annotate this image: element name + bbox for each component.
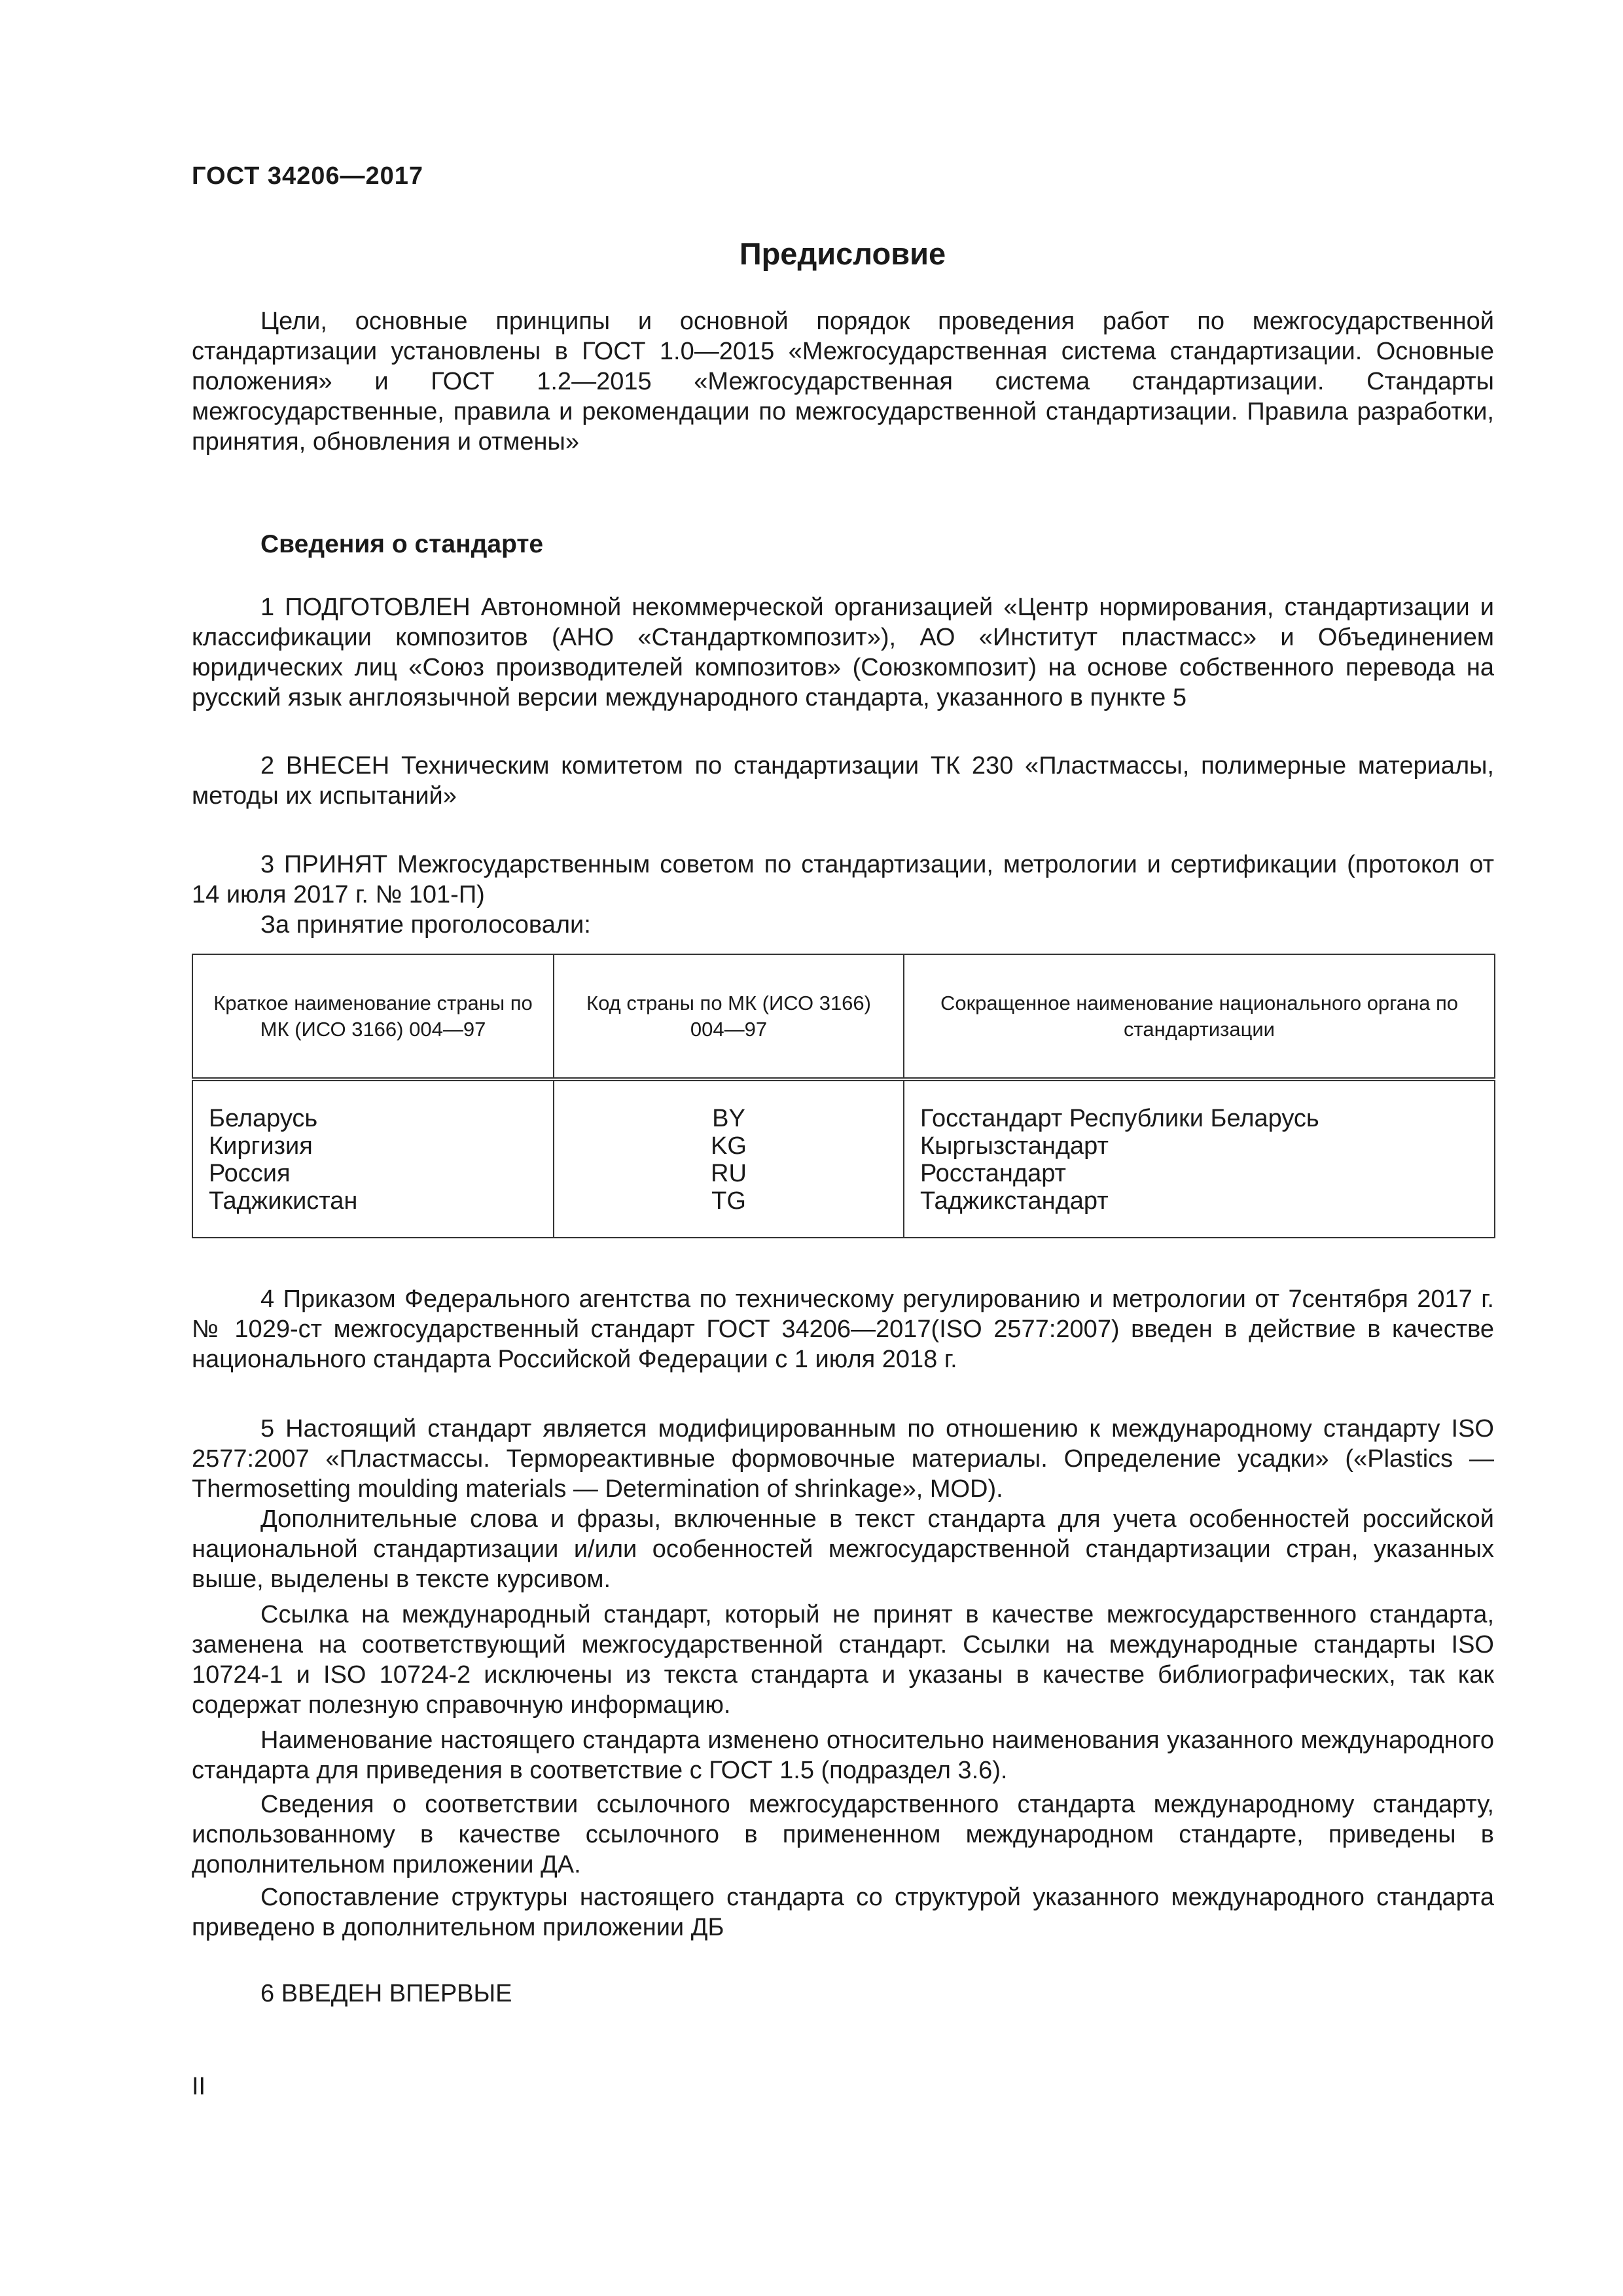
intro-paragraph: Цели, основные принципы и основной порядок проведения работ по межгосударственной стандартизации установлены в ГОСТ 1.0—2015 «Межгосударственная система стандартизации. Основные положения» и ГОСТ 1.2—2015 «Межгосударственная система стандартизации. Стандарты межгосударственные, правила и рекомендации по межгосударственной стандартизации. Правила разработки, принятия, обновления и отмены» <box>192 308 1494 456</box>
voted-label: За принятие проголосовали: <box>260 911 591 939</box>
table-cell-code: KG <box>554 1132 904 1160</box>
item-2-paragraph: 2 ВНЕСЕН Техническим комитетом по стандартизации ТК 230 «Пластмассы, полимерные материалы, методы их испытаний» <box>192 752 1494 810</box>
table-cell-code: TG <box>554 1187 904 1238</box>
table-cell-body: Росстандарт <box>904 1160 1495 1187</box>
table-header-code: Код страны по МК (ИСО 3166) 004—97 <box>554 954 904 1079</box>
item-4-paragraph: 4 Приказом Федерального агентства по техническому регулированию и метрологии от 7сентября 2017 г. № 1029-ст межгосударственный стандарт ГОСТ 34206—2017(ISO 2577:2007) введен в действие в качестве национального стандарта Российской Федерации с 1 июля 2018 г. <box>192 1285 1494 1373</box>
table-row <box>192 1160 1495 1187</box>
table-header-body: Сокращенное наименование национального органа по стандартизации <box>904 954 1495 1079</box>
item-5-reference-note: Ссылка на международный стандарт, который не принят в качестве межгосударственного стандарта, заменена на соответствующий межгосударственной стандарт. Ссылки на международные стандарты ISO 10724-1 и ISO 10724-2 исключены из текста стандарта и указаны в качестве библиографических, так как содержат полезную справочную информацию. <box>192 1601 1494 1719</box>
table-cell-body: Кыргызстандарт <box>904 1132 1495 1160</box>
table-header-country: Краткое наименование страны по МК (ИСО 3166) 004—97 <box>192 954 554 1079</box>
item-1-paragraph: 1 ПОДГОТОВЛЕН Автономной некоммерческой организацией «Центр нормирования, стандартизации и классификации композитов (АНО «Стандарткомпозит»), АО «Институт пластмасс» и Объединением юридических лиц «Союз производителей композитов» (Союзкомпозит) на основе собственного перевода на русский язык англоязычной версии международного стандарта, указанного в пункте 5 <box>192 594 1494 711</box>
table-row <box>192 1132 1495 1160</box>
table-cell-code: BY <box>554 1079 904 1132</box>
table-cell-country: Киргизия <box>192 1132 554 1160</box>
page-title: Предисловие <box>739 236 946 271</box>
item-5-additional-words: Дополнительные слова и фразы, включенные в текст стандарта для учета особенностей российской национальной стандартизации и/или особенностей межгосударственной стандартизации стран, указанных выше, выделены в тексте курсивом. <box>192 1505 1494 1593</box>
item-5-correspondence-note: Сведения о соответствии ссылочного межгосударственного стандарта международному стандарту, использованному в качестве ссылочного в примененном международном стандарте, приведены в дополнительном приложении ДА. <box>192 1791 1494 1878</box>
page-number: II <box>192 2073 206 2100</box>
section-heading: Сведения о стандарте <box>260 530 544 558</box>
document-code: ГОСТ 34206—2017 <box>192 162 424 190</box>
table-cell-country: Россия <box>192 1160 554 1187</box>
table-cell-country: Беларусь <box>192 1079 554 1132</box>
item-5-title-note: Наименование настоящего стандарта изменено относительно наименования указанного международного стандарта для приведения в соответствие с ГОСТ 1.5 (подраздел 3.6). <box>192 1727 1494 1784</box>
table-header-row <box>192 954 1495 1079</box>
voting-table <box>192 954 1495 1238</box>
item-5-paragraph: 5 Настоящий стандарт является модифицированным по отношению к международному стандарту ISO 2577:2007 «Пластмассы. Термореактивные формовочные материалы. Определение усадки» («Plastics — Thermosetting moulding materials — Determination of shrinkage», MOD). <box>192 1415 1494 1503</box>
table-row <box>192 1187 1495 1238</box>
table-row <box>192 1079 1495 1132</box>
table-cell-body: Госстандарт Республики Беларусь <box>904 1079 1495 1132</box>
table-cell-code: RU <box>554 1160 904 1187</box>
table-cell-country: Таджикистан <box>192 1187 554 1238</box>
table-cell-body: Таджикстандарт <box>904 1187 1495 1238</box>
item-5-structure-note: Сопоставление структуры настоящего стандарта со структурой указанного международного стандарта приведено в дополнительном приложении ДБ <box>192 1884 1494 1941</box>
item-3-paragraph: 3 ПРИНЯТ Межгосударственным советом по стандартизации, метрологии и сертификации (протокол от 14 июля 2017 г. № 101-П) <box>192 851 1494 908</box>
item-6-paragraph: 6 ВВЕДЕН ВПЕРВЫЕ <box>260 1980 512 2007</box>
